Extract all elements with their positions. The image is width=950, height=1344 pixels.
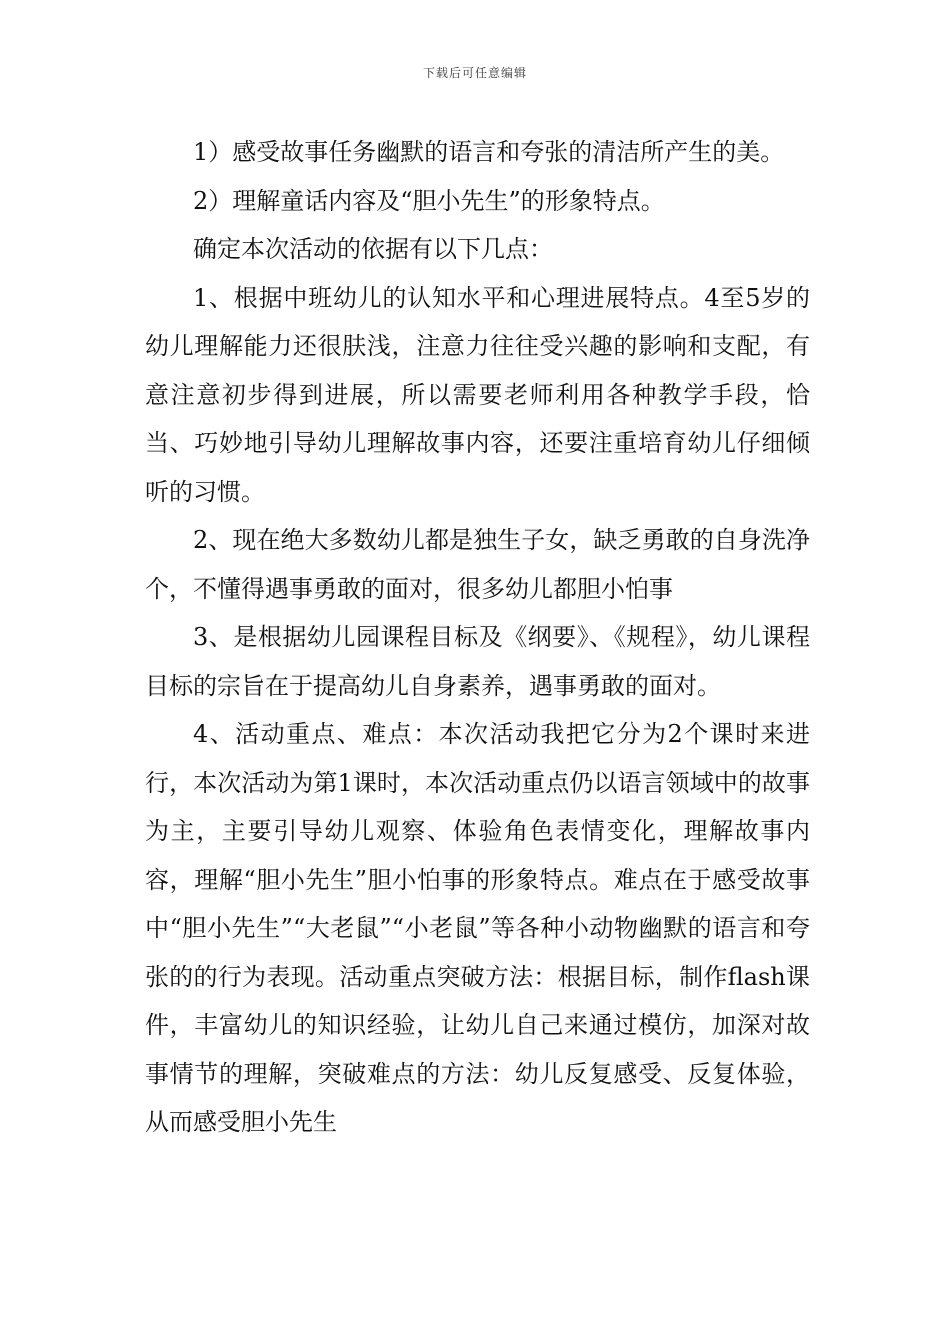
paragraph-basis-1: 1、根据中班幼儿的认知水平和心理进展特点。4至5岁的幼儿理解能力还很肤浅，注意力往往受兴趣的影响和支配，有意注意初步得到进展，所以需要老师利用各种教学手段，恰当、巧妙地引导幼儿理解故事内容，还要注重培育幼儿仔细倾听的习惯。 <box>145 283 810 506</box>
page-header: 下载后可任意编辑 <box>422 66 527 80</box>
paragraph-basis-intro: 确定本次活动的依据有以下几点： <box>193 235 553 263</box>
paragraph-goal-1: 1）感受故事任务幽默的语言和夸张的清洁所产生的美。 <box>193 138 785 166</box>
paragraph-key-points: 4、活动重点、难点：本次活动我把它分为2个课时来进行，本次活动为第1课时，本次活动重点仍以语言领域中的故事为主，主要引导幼儿观察、体验角色表情变化，理解故事内容，理解“胆小先生”胆小怕事的形象特点。难点在于感受故事中“胆小先生”“大老鼠”“小老鼠”等各种小动物幽默的语言和夸张的的行为表现。活动重点突破方法：根据目标，制作flash课件，丰富幼儿的知识经验，让幼儿自己来通过模仿，加深对故事情节的理解，突破难点的方法：幼儿反复感受、反复体验，从而感受胆小先生 <box>145 720 810 1136</box>
document-body <box>145 128 810 1147</box>
paragraph-goal-2: 2）理解童话内容及“胆小先生”的形象特点。 <box>193 186 665 215</box>
paragraph-basis-3: 3、是根据幼儿园课程目标及《纲要》、《规程》，幼儿课程目标的宗旨在于提高幼儿自身素养，遇事勇敢的面对。 <box>145 623 810 700</box>
paragraph-basis-2: 2、现在绝大多数幼儿都是独生子女，缺乏勇敢的自身洗净个，不懂得遇事勇敢的面对，很多幼儿都胆小怕事 <box>145 526 810 603</box>
